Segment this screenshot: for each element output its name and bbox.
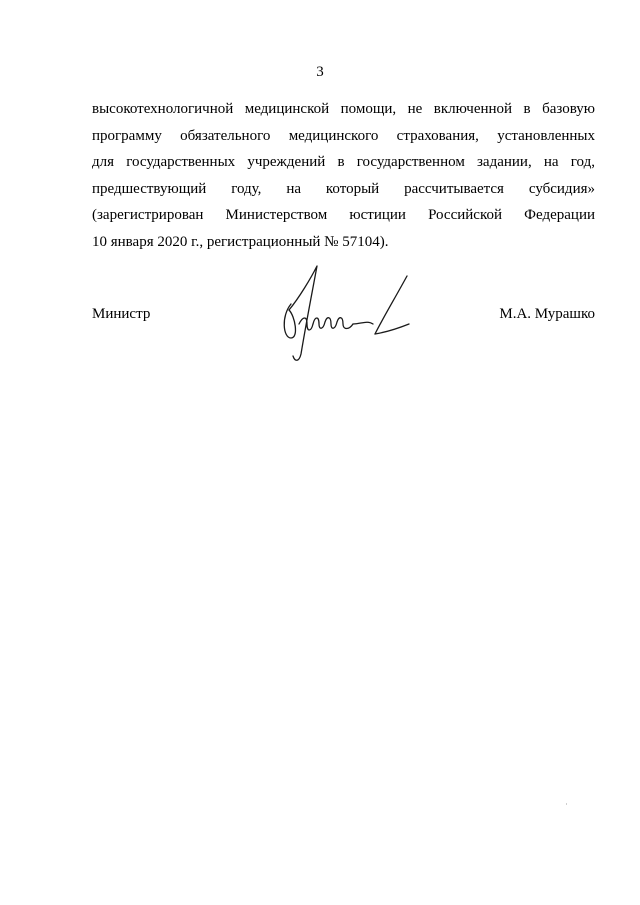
scan-speck bbox=[566, 803, 567, 805]
paragraph-line: 10 января 2020 г., регистрационный № 57104). bbox=[92, 233, 389, 250]
signature-block bbox=[92, 300, 595, 360]
paragraph-line: для государственных учреждений в государственном задании, на год, bbox=[92, 154, 595, 171]
page-number: 3 bbox=[316, 64, 324, 80]
paragraph-line: (зарегистрирован Министерством юстиции Российской Федерации bbox=[92, 207, 595, 224]
body-paragraph bbox=[92, 96, 595, 256]
paragraph-line: высокотехнологичной медицинской помощи, не включенной в базовую bbox=[92, 101, 595, 117]
signer-name: М.А. Мурашко bbox=[499, 306, 595, 322]
paragraph-line: программу обязательного медицинского страхования, установленных bbox=[92, 127, 595, 144]
signer-position: Министр bbox=[92, 306, 151, 322]
handwritten-signature bbox=[277, 258, 417, 370]
paragraph-line: предшествующий году, на который рассчитывается субсидия» bbox=[92, 180, 595, 197]
